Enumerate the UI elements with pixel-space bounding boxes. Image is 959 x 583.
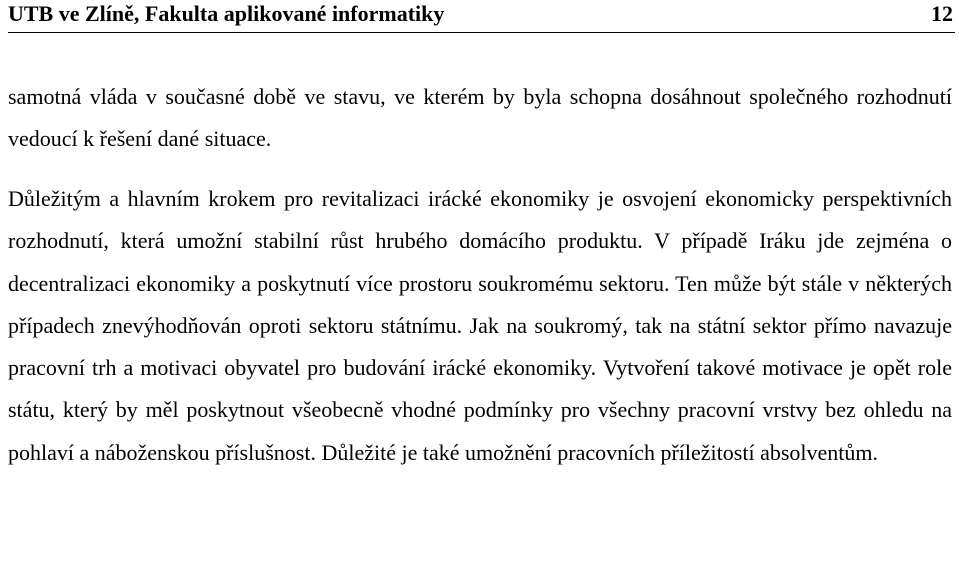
paragraph-2: Důležitým a hlavním krokem pro revitalizaci irácké ekonomiky je osvojení ekonomicky perspektivních rozhodnutí, která umožní stabilní růst hrubého domácího produktu. V případě Iráku jde zejména o decentralizaci ekonomiky a poskytnutí více prostoru soukromému sektoru. Ten může být stále v některých případech znevýhodňován oproti sektoru státnímu. Jak na soukromý, tak na státní sektor přímo navazuje pracovní trh a motivaci obyvatel pro budování irácké ekonomiky. Vytvoření takové motivace je opět role státu, který by měl poskytnout všeobecně vhodné podmínky pro všechny pracovní vrstvy bez ohledu na pohlaví a náboženskou příslušnost. Důležité je také umožnění pracovních příležitostí absolventům. [8, 186, 952, 465]
paragraph-1: samotná vláda v současné době ve stavu, ve kterém by byla schopna dosáhnout společného rozhodnutí vedoucí k řešení dané situace. [8, 84, 952, 152]
header-title: UTB ve Zlíně, Fakulta aplikované informatiky [8, 1, 445, 26]
page-number: 12 [931, 1, 953, 26]
page-header [8, 0, 955, 33]
